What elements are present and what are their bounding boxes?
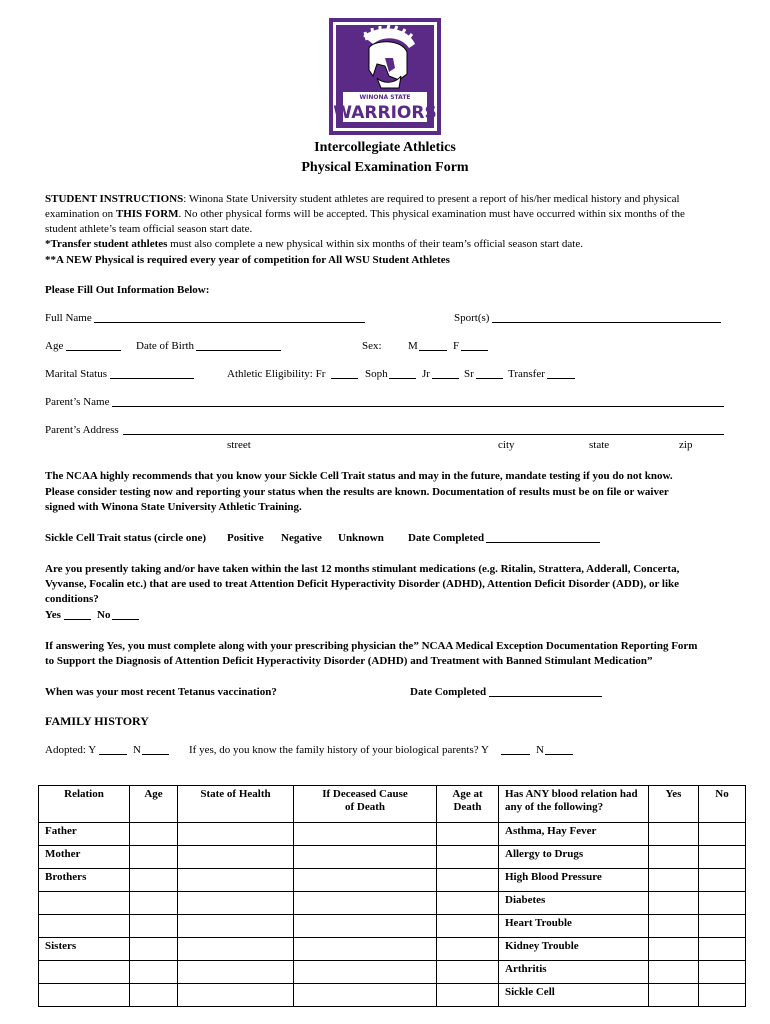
- sex-m-field[interactable]: [419, 350, 447, 351]
- relation-cell: Father: [39, 823, 130, 846]
- address-street-caption: street: [227, 439, 251, 451]
- table-row: [39, 915, 746, 938]
- fill-heading: Please Fill Out Information Below:: [45, 284, 210, 296]
- yes-cell[interactable]: [649, 915, 699, 938]
- eligibility-fr-field[interactable]: [331, 378, 358, 379]
- full-name-field[interactable]: [94, 322, 365, 323]
- yes-cell[interactable]: [649, 823, 699, 846]
- age-field[interactable]: [66, 350, 121, 351]
- instructions-new-physical: **A NEW Physical is required every year of competition for All WSU Student Athletes: [45, 254, 450, 266]
- adopted-y-label: Adopted: Y: [45, 744, 97, 756]
- yes-cell[interactable]: [649, 961, 699, 984]
- age-at-death-cell[interactable]: [437, 915, 499, 938]
- eligibility-jr-field[interactable]: [432, 378, 459, 379]
- sickle-date-field[interactable]: [486, 542, 600, 543]
- cause-of-death-cell[interactable]: [294, 938, 437, 961]
- no-cell[interactable]: [699, 823, 746, 846]
- sex-label: Sex:: [362, 340, 382, 352]
- stim-line-1: Are you presently taking and/or have taken within the last 12 months stimulant medications (e.g. Ritalin, Strattera, Adderall, Concerta,: [45, 563, 680, 575]
- state-of-health-cell[interactable]: [178, 846, 294, 869]
- condition-cell: Asthma, Hay Fever: [499, 823, 649, 846]
- cause-of-death-cell[interactable]: [294, 846, 437, 869]
- address-zip-caption: zip: [679, 439, 693, 451]
- sickle-date-label: Date Completed: [408, 532, 485, 544]
- age-cell[interactable]: [130, 892, 178, 915]
- if-yes-line-2: to Support the Diagnosis of Attention Deficit Hyperactivity Disorder (ADHD) and Treatment with Banned Stimulant Medication”: [45, 655, 653, 667]
- dob-label: Date of Birth: [136, 340, 195, 352]
- sickle-negative-option[interactable]: Negative: [281, 532, 322, 544]
- no-cell[interactable]: [699, 892, 746, 915]
- age-cell[interactable]: [130, 823, 178, 846]
- eligibility-sr-label: Sr: [464, 368, 474, 380]
- age-cell[interactable]: [130, 915, 178, 938]
- no-cell[interactable]: [699, 938, 746, 961]
- family-history-heading: FAMILY HISTORY: [45, 714, 149, 728]
- condition-cell: Kidney Trouble: [499, 938, 649, 961]
- state-of-health-cell[interactable]: [178, 961, 294, 984]
- adopted-n-field[interactable]: [142, 754, 169, 755]
- parent-name-field[interactable]: [112, 406, 724, 407]
- yes-cell[interactable]: [649, 846, 699, 869]
- header-state-of-health: State of Health: [178, 786, 294, 823]
- eligibility-jr-label: Jr: [422, 368, 430, 380]
- eligibility-soph-field[interactable]: [389, 378, 416, 379]
- relation-cell: [39, 915, 130, 938]
- sports-label: Sport(s): [454, 312, 490, 324]
- state-of-health-cell[interactable]: [178, 892, 294, 915]
- ncaa-line-1: The NCAA highly recommends that you know your Sickle Cell Trait status and may in the future, mandate testing if you do not know.: [45, 470, 673, 482]
- stim-no-field[interactable]: [112, 619, 139, 620]
- eligibility-label: Athletic Eligibility: Fr: [227, 368, 326, 380]
- instructions-line-2: examination on THIS FORM. No other physical forms will be accepted. This physical examination must have occurred within six months of the: [45, 208, 685, 220]
- stim-no-label: No: [97, 609, 111, 621]
- table-row: [39, 869, 746, 892]
- age-at-death-cell[interactable]: [437, 846, 499, 869]
- relation-cell: Brothers: [39, 869, 130, 892]
- page-subtitle: Physical Examination Form: [301, 160, 469, 175]
- dob-field[interactable]: [196, 350, 281, 351]
- relation-cell: Sisters: [39, 938, 130, 961]
- yes-cell[interactable]: [649, 892, 699, 915]
- cause-of-death-cell[interactable]: [294, 961, 437, 984]
- condition-cell: Arthritis: [499, 961, 649, 984]
- relation-cell: [39, 892, 130, 915]
- address-city-caption: city: [498, 439, 515, 451]
- header-yes: Yes: [649, 786, 699, 823]
- table-header-row: [39, 786, 746, 823]
- tetanus-label: When was your most recent Tetanus vaccination?: [45, 686, 277, 698]
- parent-name-label: Parent’s Name: [45, 396, 110, 408]
- bio-n-label: N: [536, 744, 544, 756]
- adopted-n-label: N: [133, 744, 141, 756]
- ncaa-line-3: signed with Winona State University Athletic Training.: [45, 501, 302, 513]
- state-of-health-cell[interactable]: [178, 869, 294, 892]
- stim-yes-label: Yes: [45, 609, 61, 621]
- instructions-line-3: student athlete’s team official season start date.: [45, 223, 253, 235]
- age-at-death-cell[interactable]: [437, 984, 499, 1007]
- sickle-positive-option[interactable]: Positive: [227, 532, 264, 544]
- sex-m-label: M: [408, 340, 418, 352]
- marital-label: Marital Status: [45, 368, 108, 380]
- instructions-transfer: *Transfer student athletes must also complete a new physical within six months of their team’s official season start date.: [45, 238, 583, 250]
- cause-of-death-cell[interactable]: [294, 869, 437, 892]
- page-title: Intercollegiate Athletics: [314, 140, 456, 155]
- table-row: [39, 846, 746, 869]
- eligibility-transfer-label: Transfer: [508, 368, 545, 380]
- if-yes-line-1: If answering Yes, you must complete along with your prescribing physician the” NCAA Medical Exception Documentation Reporting Form: [45, 640, 698, 652]
- no-cell[interactable]: [699, 961, 746, 984]
- cause-of-death-cell[interactable]: [294, 915, 437, 938]
- no-cell[interactable]: [699, 846, 746, 869]
- warrior-head-icon: [329, 18, 441, 135]
- stim-line-3: conditions?: [45, 593, 99, 605]
- tetanus-date-label: Date Completed: [410, 686, 487, 698]
- yes-cell[interactable]: [649, 938, 699, 961]
- eligibility-sr-field[interactable]: [476, 378, 503, 379]
- condition-cell: High Blood Pressure: [499, 869, 649, 892]
- table-row: [39, 961, 746, 984]
- table-row: [39, 823, 746, 846]
- parent-address-label: Parent’s Address: [45, 424, 119, 436]
- no-cell[interactable]: [699, 915, 746, 938]
- full-name-label: Full Name: [45, 312, 92, 324]
- condition-cell: Sickle Cell: [499, 984, 649, 1007]
- family-history-table: [38, 785, 746, 1007]
- eligibility-transfer-field[interactable]: [547, 378, 575, 379]
- condition-cell: Diabetes: [499, 892, 649, 915]
- header-no: No: [699, 786, 746, 823]
- state-of-health-cell[interactable]: [178, 984, 294, 1007]
- header-age-at-death: Age at Death: [437, 786, 499, 823]
- age-at-death-cell[interactable]: [437, 892, 499, 915]
- age-cell[interactable]: [130, 938, 178, 961]
- table-row: [39, 892, 746, 915]
- age-at-death-cell[interactable]: [437, 961, 499, 984]
- relation-cell: [39, 984, 130, 1007]
- cause-of-death-cell[interactable]: [294, 892, 437, 915]
- warriors-logo: [329, 18, 441, 135]
- bio-n-field[interactable]: [545, 754, 573, 755]
- age-at-death-cell[interactable]: [437, 823, 499, 846]
- instructions-line-1: STUDENT INSTRUCTIONS: Winona State University student athletes are required to present a report of his/her medical history and physical: [45, 193, 680, 205]
- table-row: [39, 938, 746, 961]
- sickle-unknown-option[interactable]: Unknown: [338, 532, 384, 544]
- eligibility-soph-label: Soph: [365, 368, 388, 380]
- header-age: Age: [130, 786, 178, 823]
- no-cell[interactable]: [699, 984, 746, 1007]
- state-of-health-cell[interactable]: [178, 938, 294, 961]
- relation-cell: Mother: [39, 846, 130, 869]
- address-state-caption: state: [589, 439, 610, 451]
- adopted-y-field[interactable]: [99, 754, 127, 755]
- header-blood-relation: Has ANY blood relation had any of the following?: [499, 786, 649, 823]
- age-at-death-cell[interactable]: [437, 938, 499, 961]
- condition-cell: Heart Trouble: [499, 915, 649, 938]
- stim-line-2: Vyvanse, Focalin etc.) that are used to treat Attention Deficit Hyperactivity Disorder (ADHD), Attention Deficit Disorder (ADD), or like: [45, 578, 680, 590]
- no-cell[interactable]: [699, 869, 746, 892]
- state-of-health-cell[interactable]: [178, 823, 294, 846]
- svg-text:WARRIORS: WARRIORS: [333, 103, 437, 123]
- age-cell[interactable]: [130, 846, 178, 869]
- condition-cell: Allergy to Drugs: [499, 846, 649, 869]
- parent-address-field[interactable]: [123, 434, 724, 435]
- age-at-death-cell[interactable]: [437, 869, 499, 892]
- age-cell[interactable]: [130, 961, 178, 984]
- stim-yes-field[interactable]: [64, 619, 91, 620]
- sports-field[interactable]: [492, 322, 721, 323]
- svg-text:WINONA STATE: WINONA STATE: [359, 94, 411, 101]
- bio-parents-question: If yes, do you know the family history of your biological parents? Y: [189, 744, 489, 756]
- sex-f-field[interactable]: [461, 350, 488, 351]
- state-of-health-cell[interactable]: [178, 915, 294, 938]
- yes-cell[interactable]: [649, 984, 699, 1007]
- cause-of-death-cell[interactable]: [294, 823, 437, 846]
- table-row: [39, 984, 746, 1007]
- marital-field[interactable]: [110, 378, 194, 379]
- header-relation: Relation: [39, 786, 130, 823]
- sickle-label: Sickle Cell Trait status (circle one): [45, 532, 206, 544]
- sex-f-label: F: [453, 340, 460, 352]
- age-label: Age: [45, 340, 64, 352]
- header-cause-of-death: If Deceased Cause of Death: [294, 786, 437, 823]
- yes-cell[interactable]: [649, 869, 699, 892]
- tetanus-date-field[interactable]: [489, 696, 602, 697]
- age-cell[interactable]: [130, 984, 178, 1007]
- age-cell[interactable]: [130, 869, 178, 892]
- bio-y-field[interactable]: [501, 754, 530, 755]
- cause-of-death-cell[interactable]: [294, 984, 437, 1007]
- relation-cell: [39, 961, 130, 984]
- ncaa-line-2: Please consider testing now and reporting your status when the results are known. Documentation of results must be on file or waiver: [45, 486, 669, 498]
